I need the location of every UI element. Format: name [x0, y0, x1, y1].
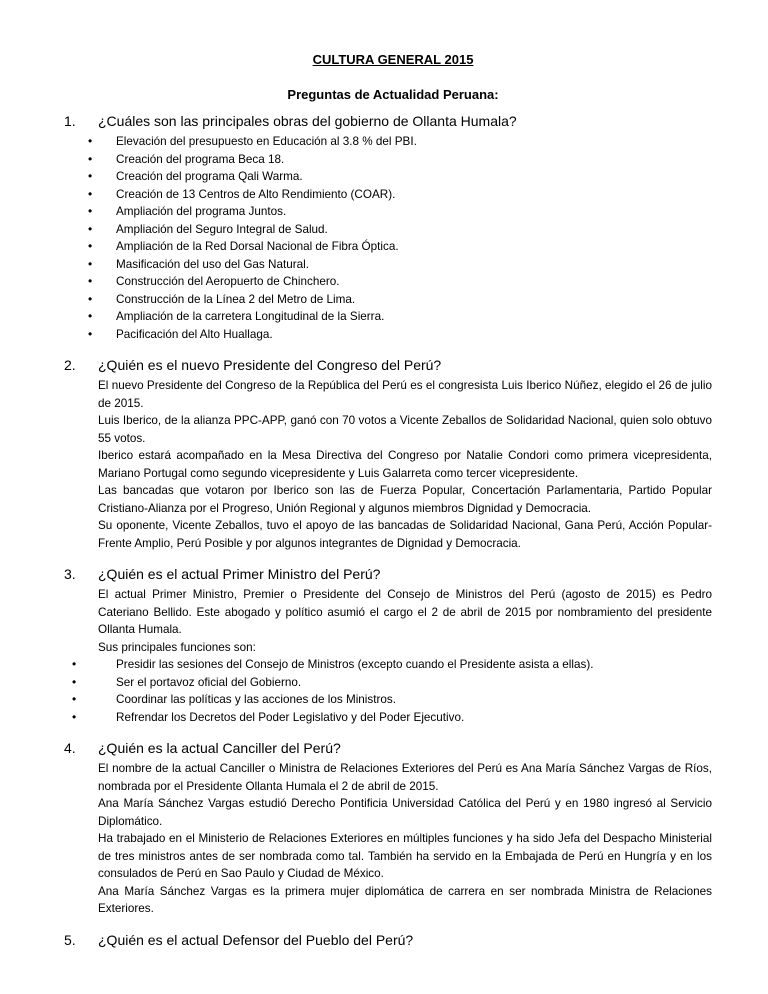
document-title: CULTURA GENERAL 2015	[312, 52, 474, 67]
document-subtitle: Preguntas de Actualidad Peruana:	[287, 87, 499, 102]
paragraph: Luis Iberico, de la alianza PPC-APP, ganó con 70 votos a Vicente Zeballos de Solidaridad Nacional, quien solo obtuvo 55 votos.	[98, 414, 712, 445]
question-1	[64, 112, 712, 130]
list-item: • Ampliación del Seguro Integral de Salud.	[84, 221, 712, 239]
question-text: ¿Quién es la actual Canciller del Perú?	[98, 740, 341, 756]
paragraph: Ana María Sánchez Vargas es la primera mujer diplomática de carrera en ser nombrada Ministra de Relaciones Exteriores.	[98, 884, 712, 915]
list-item: • Elevación del presupuesto en Educación al 3.8 % del PBI.	[84, 133, 712, 151]
question-4	[64, 739, 712, 757]
list-item: • Ser el portavoz oficial del Gobierno.	[68, 674, 712, 692]
bullet-list-1	[84, 133, 712, 343]
question-3	[64, 565, 712, 583]
list-item: • Presidir las sesiones del Consejo de Ministros (excepto cuando el Presidente asista a ellas).	[68, 656, 712, 674]
question-text: ¿Quién es el actual Primer Ministro del Perú?	[98, 566, 381, 582]
bullet-list-3	[68, 656, 712, 726]
question-2	[64, 356, 712, 374]
paragraph: Su oponente, Vicente Zeballos, tuvo el apoyo de las bancadas de Solidaridad Nacional, Gana Perú, Acción Popular-Frente Amplio, Perú Posible y por algunos integrantes de Dignidad y Democracia.	[98, 519, 712, 550]
list-item: • Refrendar los Decretos del Poder Legislativo y del Poder Ejecutivo.	[68, 709, 712, 727]
list-item: • Construcción de la Línea 2 del Metro de Lima.	[84, 291, 712, 309]
list-item: • Ampliación de la Red Dorsal Nacional de Fibra Óptica.	[84, 238, 712, 256]
paragraph: Ana María Sánchez Vargas estudió Derecho Pontificia Universidad Católica del Perú y en 1980 ingresó al Servicio Diplomático.	[98, 797, 712, 828]
paragraph: Sus principales funciones son:	[98, 640, 256, 654]
paragraph: El nuevo Presidente del Congreso de la República del Perú es el congresista Luis Iberico Núñez, elegido el 26 de julio de 2015.	[98, 379, 712, 410]
question-number: 2.	[64, 357, 76, 373]
paragraph: Las bancadas que votaron por Iberico son las de Fuerza Popular, Concertación Parlamentaria, Partido Popular Cristiano-Alianza por el Progreso, Unión Regional y algunos miembros Dignidad y Democracia.	[98, 484, 712, 515]
list-item: • Creación del programa Beca 18.	[84, 151, 712, 169]
paragraph: El actual Primer Ministro, Premier o Presidente del Consejo de Ministros del Perú (agosto de 2015) es Pedro Cateriano Bellido. Este abogado y político asumió el cargo el 2 de abril de 2015 por nombramiento del presidente Ollanta Humala.	[98, 588, 712, 636]
question-number: 1.	[64, 113, 76, 129]
question-text: ¿Cuáles son las principales obras del gobierno de Ollanta Humala?	[98, 113, 517, 129]
list-item: • Masificación del uso del Gas Natural.	[84, 256, 712, 274]
question-text: ¿Quién es el nuevo Presidente del Congreso del Perú?	[98, 357, 442, 373]
list-item: • Coordinar las políticas y las acciones de los Ministros.	[68, 691, 712, 709]
list-item: • Ampliación del programa Juntos.	[84, 203, 712, 221]
question-number: 5.	[64, 931, 76, 948]
list-item: • Construcción del Aeropuerto de Chinchero.	[84, 273, 712, 291]
paragraph: El nombre de la actual Canciller o Ministra de Relaciones Exteriores del Perú es Ana María Sánchez Vargas de Ríos, nombrada por el Presidente Ollanta Humala el 2 de abril de 2015.	[98, 762, 712, 793]
question-number: 4.	[64, 740, 76, 756]
list-item: • Creación de 13 Centros de Alto Rendimiento (COAR).	[84, 186, 712, 204]
question-5	[64, 931, 712, 949]
list-item: • Creación del programa Qali Warma.	[84, 168, 712, 186]
question-number: 3.	[64, 566, 76, 582]
paragraph: Ha trabajado en el Ministerio de Relaciones Exteriores en múltiples funciones y ha sido Jefa del Despacho Ministerial de tres ministros antes de ser nombrada como tal. También ha servido en la Embajada de Perú en Hungría y en los consulados de Perú en Sao Paulo y Ciudad de México.	[98, 832, 712, 880]
list-item: • Pacificación del Alto Huallaga.	[84, 326, 712, 344]
paragraph: Iberico estará acompañado en la Mesa Directiva del Congreso por Natalie Condori como primera vicepresidenta, Mariano Portugal como segundo vicepresidente y Luis Galarreta como tercer vicepresidente.	[98, 449, 712, 480]
question-text: ¿Quién es el actual Defensor del Pueblo del Perú?	[98, 931, 414, 948]
list-item: • Ampliación de la carretera Longitudinal de la Sierra.	[84, 308, 712, 326]
